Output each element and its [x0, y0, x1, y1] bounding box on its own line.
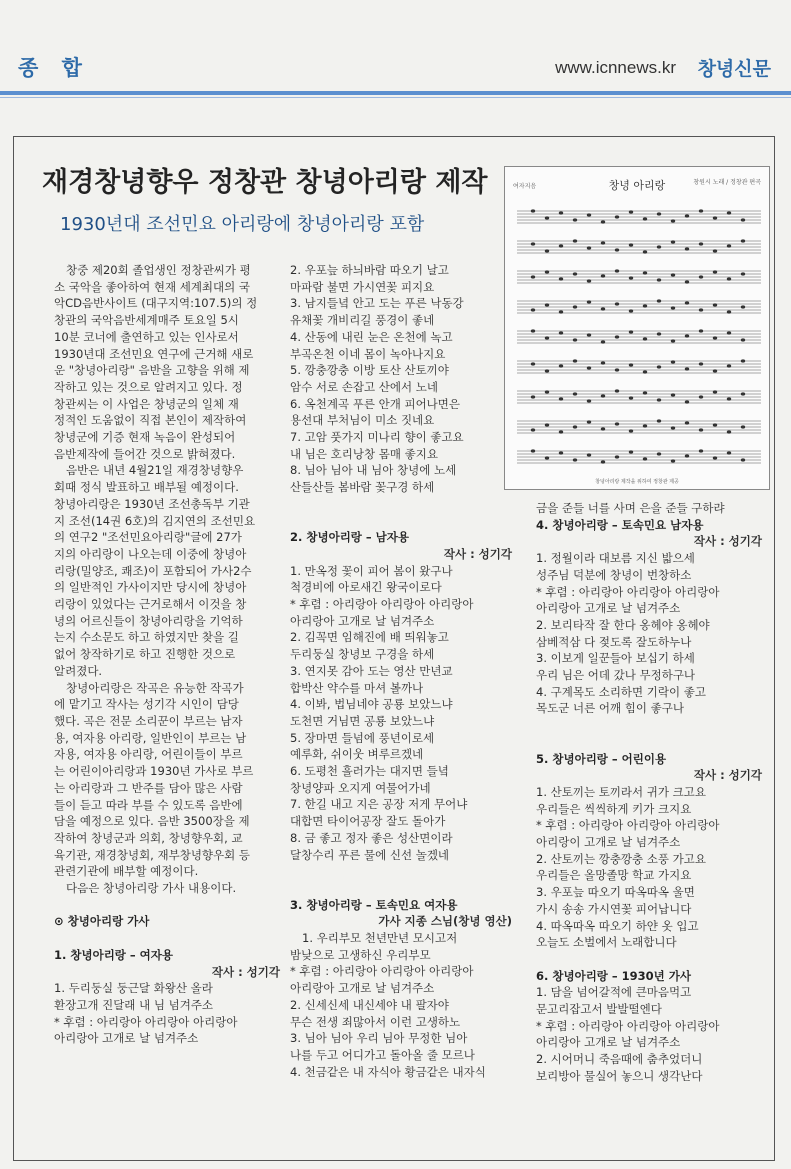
- text-line: 용, 여자용 아리랑, 일반인이 부르는 남: [54, 730, 247, 745]
- text-line: 의 일반적인 가사이지만 당시에 창녕아: [54, 580, 247, 595]
- text-line: 의 연구2 "조선민요아리랑"글에 27가: [54, 530, 242, 545]
- spacer: [536, 951, 762, 968]
- note-head: [629, 309, 633, 312]
- lyricist-credit: 작사 : 성기각: [211, 964, 280, 979]
- note-head: [615, 248, 619, 251]
- headline: 재경창녕향우 정창관 창녕아리랑 제작: [42, 167, 488, 198]
- note-head: [629, 450, 633, 453]
- header-rule: [0, 91, 791, 95]
- text-line: * 후렴 : 아리랑아 아리랑아 아리랑아: [536, 1018, 720, 1033]
- text-line: 달창수리 푸른 물에 신선 놀겠네: [290, 847, 450, 862]
- spacer: [290, 863, 512, 880]
- section-label: 종 합: [18, 56, 90, 80]
- text-line: 4. 산동에 내린 눈은 온천에 녹고: [290, 329, 453, 344]
- text-line: 없어 창작하기로 하고 진행한 것으로: [54, 647, 236, 662]
- text-line: 관련기관에 배부할 예정이다.: [54, 864, 199, 879]
- text-line: 지의 아리랑이 나오는데 이중에 창녕아: [54, 546, 247, 561]
- spacer: [290, 880, 512, 897]
- note-head: [671, 240, 675, 243]
- note-head: [559, 277, 563, 280]
- note-head: [587, 453, 591, 456]
- music-staves: [505, 167, 771, 491]
- note-head: [531, 275, 535, 278]
- text-line: 창관의 국악음반세계매주 토요일 5시: [54, 313, 239, 328]
- text-line: 나를 두고 어디가고 돌아올 줄 모르나: [290, 1047, 475, 1062]
- note-head: [699, 308, 703, 311]
- note-head: [685, 454, 689, 457]
- note-head: [559, 364, 563, 367]
- text-line: * 후렴 : 아리랑아 아리랑아 아리랑아: [54, 1014, 238, 1029]
- note-head: [657, 299, 661, 302]
- note-head: [685, 400, 689, 403]
- text-line: 담을 예정으로 있다. 음반 3500장을 제: [54, 814, 250, 829]
- note-head: [615, 389, 619, 392]
- spacer: [54, 897, 280, 914]
- note-head: [531, 428, 535, 431]
- note-head: [531, 209, 535, 212]
- note-head: [629, 363, 633, 366]
- note-head: [615, 455, 619, 458]
- note-head: [643, 457, 647, 460]
- note-head: [657, 419, 661, 422]
- note-head: [699, 449, 703, 452]
- text-line: 2. 신세신세 내신세야 내 팔자야: [290, 997, 449, 1012]
- sheet-music-left-label: 여자지음: [513, 183, 537, 190]
- note-head: [727, 430, 731, 433]
- text-line: 음반제작에 들어간 것으로 밝혀졌다.: [54, 446, 236, 461]
- note-head: [727, 277, 731, 280]
- lyrics-heading: 2. 창녕아리랑 – 남자용: [290, 530, 410, 545]
- text-line: 목도군 너른 어깨 힘이 좋구나: [536, 701, 684, 716]
- note-head: [699, 275, 703, 278]
- text-line: 들이 듣고 따라 부를 수 있도록 음반에: [54, 797, 243, 812]
- text-line: 2. 시어머니 죽음때에 춤추었더니: [536, 1052, 703, 1067]
- note-head: [699, 329, 703, 332]
- spacer: [290, 513, 512, 530]
- text-line: 유채꽃 개비리길 풍경이 좋네: [290, 313, 435, 328]
- text-line: 환장고개 진달래 내 님 넘겨주소: [54, 997, 214, 1012]
- note-head: [601, 340, 605, 343]
- text-line: 4. 이봐, 법님네야 공룡 보았느냐: [290, 697, 453, 712]
- text-line: 내 님은 호리낭창 몸매 좋지요: [290, 446, 438, 461]
- note-head: [671, 426, 675, 429]
- text-line: 는 어린이아리랑과 1930년 가사로 부르: [54, 764, 254, 779]
- text-line: 8. 금 좋고 정자 좋은 성산면이라: [290, 830, 453, 845]
- note-head: [741, 272, 745, 275]
- text-line: 회때 정식 발표하고 배부될 예정이다.: [54, 480, 239, 495]
- note-head: [587, 366, 591, 369]
- text-line: 6. 옥천계곡 푸른 안개 피어나면은: [290, 396, 461, 411]
- spacer: [54, 930, 280, 947]
- text-line: 10분 코너에 출연하고 있는 인사로서: [54, 329, 239, 344]
- note-head: [657, 365, 661, 368]
- text-line: 1. 만옥정 꽃이 피어 봄이 왔구나: [290, 563, 453, 578]
- text-line: 6. 도평천 흘러가는 대지면 들녘: [290, 764, 449, 779]
- text-line: 아리랑아 고개로 날 넘겨주소: [290, 981, 435, 996]
- text-line: 창녕아리랑은 작곡은 유능한 작곡가: [66, 680, 244, 695]
- lyrics-heading: 1. 창녕아리랑 – 여자용: [54, 947, 174, 962]
- text-line: 용선대 부처님이 미소 짓네요: [290, 413, 435, 428]
- note-head: [629, 243, 633, 246]
- note-head: [615, 269, 619, 272]
- note-head: [559, 244, 563, 247]
- note-head: [545, 249, 549, 252]
- lyrics-heading: 3. 창녕아리랑 – 토속민요 여자용: [290, 897, 458, 912]
- note-head: [587, 300, 591, 303]
- text-line: 소 국악을 좋아하여 현재 세계최대의 국: [54, 279, 251, 294]
- text-line: 보리방아 물실어 놓으니 생각난다: [536, 1068, 703, 1083]
- note-head: [559, 397, 563, 400]
- note-head: [713, 270, 717, 273]
- note-head: [685, 214, 689, 217]
- subheadline: 1930년대 조선민요 아리랑에 창녕아리랑 포함: [60, 214, 425, 235]
- note-head: [573, 218, 577, 221]
- note-head: [573, 338, 577, 341]
- lyricist-credit: 작사 : 성기각: [443, 546, 512, 561]
- text-line: 성주님 덕분에 창녕이 번창하소: [536, 567, 692, 582]
- text-line: 우리들은 씩씩하게 키가 크지요: [536, 801, 692, 816]
- text-line: 대합면 타이어공장 잘도 돌아가: [290, 814, 446, 829]
- sheet-music-title: 창녕 아리랑: [608, 179, 666, 192]
- text-line: 문고리잡고서 발발떨엔다: [536, 1002, 662, 1017]
- note-head: [741, 305, 745, 308]
- text-line: 합박산 약수를 마셔 볼까나: [290, 680, 424, 695]
- note-head: [685, 280, 689, 283]
- note-head: [657, 245, 661, 248]
- note-head: [671, 459, 675, 462]
- text-line: 아리랑아 고개로 날 넘겨주소: [54, 1031, 199, 1046]
- note-head: [601, 220, 605, 223]
- text-line: 7. 한길 내고 지은 공장 저게 무어냐: [290, 797, 468, 812]
- header-rule-thin: [0, 97, 791, 98]
- note-head: [573, 458, 577, 461]
- note-head: [727, 451, 731, 454]
- note-head: [643, 391, 647, 394]
- text-line: 오늘도 소벌에서 노래합니다: [536, 935, 677, 950]
- text-line: 2. 우포늪 하늬바람 따오기 날고: [290, 263, 449, 277]
- page-header: [0, 48, 791, 88]
- text-line: 4. 따옥따옥 따오기 하얀 옷 입고: [536, 918, 699, 933]
- text-line: 1. 정월이라 대보름 지신 밟으세: [536, 551, 695, 566]
- text-line: 8. 님아 님아 내 님아 창녕에 노세: [290, 463, 457, 478]
- note-head: [573, 239, 577, 242]
- article-column-3: [536, 500, 762, 1085]
- note-head: [629, 429, 633, 432]
- note-head: [685, 301, 689, 304]
- text-line: 다음은 창녕아리랑 가사 내용이다.: [66, 881, 237, 896]
- text-line: 마파람 불면 가시연꽃 피지요: [290, 279, 435, 294]
- note-head: [531, 362, 535, 365]
- text-line: 정적인 도움없이 직접 본인이 제작하여: [54, 413, 247, 428]
- note-head: [741, 338, 745, 341]
- text-line: 밤낮으로 고생하신 우리부모: [290, 947, 431, 962]
- lyrics-heading: ⊙ 창녕아리랑 가사: [54, 914, 150, 929]
- note-head: [587, 333, 591, 336]
- note-head: [741, 239, 745, 242]
- note-head: [573, 359, 577, 362]
- note-head: [531, 395, 535, 398]
- note-head: [643, 337, 647, 340]
- note-head: [671, 393, 675, 396]
- note-head: [629, 330, 633, 333]
- text-line: 1930년대 조선민요 연구에 근거해 새로: [54, 346, 254, 361]
- text-line: 작하고 있는 것으로 알려지고 있다. 정: [54, 379, 243, 394]
- note-head: [727, 364, 731, 367]
- note-head: [601, 307, 605, 310]
- note-head: [545, 270, 549, 273]
- text-line: 3. 우포늪 따오기 따옥따옥 울면: [536, 885, 695, 900]
- sheet-music-caption: 창녕아리랑 제작을 위하여 정창관 제공: [595, 479, 679, 485]
- note-head: [587, 246, 591, 249]
- note-head: [671, 360, 675, 363]
- text-line: 지 조선(14권 6호)의 김지연의 조선민요: [54, 513, 256, 528]
- note-head: [615, 215, 619, 218]
- text-line: 창녕양파 오지게 여물어가네: [290, 780, 431, 795]
- note-head: [671, 219, 675, 222]
- text-line: 아리랑이 고개로 날 넘겨주소: [536, 835, 681, 850]
- lyricist-credit: 가사 지종 스님(창녕 영산): [378, 914, 512, 929]
- note-head: [713, 423, 717, 426]
- note-head: [713, 390, 717, 393]
- text-line: 아리랑아 고개로 날 넘겨주소: [536, 1035, 681, 1050]
- note-head: [559, 430, 563, 433]
- text-line: 아리랑아 고개로 날 넘겨주소: [536, 601, 681, 616]
- text-line: * 후렴 : 아리랑아 아리랑아 아리랑아: [290, 597, 474, 612]
- text-line: 는 아리랑과 그 반주를 담아 많은 사람: [54, 780, 243, 795]
- note-head: [643, 217, 647, 220]
- text-line: 창관씨는 이 사업은 창녕군의 일체 재: [54, 396, 239, 411]
- note-head: [615, 335, 619, 338]
- note-head: [601, 361, 605, 364]
- note-head: [573, 425, 577, 428]
- note-head: [699, 395, 703, 398]
- lyricist-credit: 작사 : 성기각: [693, 768, 762, 783]
- note-head: [601, 460, 605, 463]
- text-line: 알려졌다.: [54, 663, 103, 678]
- text-line: 운 "창녕아리랑" 음반을 고향을 위해 제: [54, 363, 250, 378]
- text-line: 창녕군에 기증 현재 녹음이 완성되어: [54, 430, 236, 445]
- note-head: [699, 209, 703, 212]
- text-line: 악CD음반사이트 (대구지역:107.5)의 정: [54, 296, 258, 311]
- text-line: 부곡온천 이네 몸이 녹아나지요: [290, 346, 446, 361]
- text-line: 도천면 거님면 공룡 보았느냐: [290, 713, 435, 728]
- note-head: [643, 250, 647, 253]
- note-head: [545, 336, 549, 339]
- note-head: [727, 397, 731, 400]
- note-head: [545, 423, 549, 426]
- text-line: 삼베적삼 다 젖도록 잘도하누나: [536, 634, 692, 649]
- sheet-music-image: [504, 166, 770, 490]
- note-head: [545, 369, 549, 372]
- text-line: 3. 연지못 감아 도는 영산 만년교: [290, 663, 453, 678]
- text-line: 4. 구계목도 소리하면 기락이 좋고: [536, 684, 707, 699]
- spacer: [536, 734, 762, 751]
- lyricist-credit: 작사 : 성기각: [693, 534, 762, 549]
- text-line: 리랑(밀양조, 쾌조)이 포함되어 가사2수: [54, 563, 252, 578]
- note-head: [671, 273, 675, 276]
- note-head: [559, 331, 563, 334]
- text-line: 육기관, 재경창녕회, 재부창녕향우회 등: [54, 847, 251, 862]
- text-line: 1. 산토끼는 토끼라서 귀가 크고요: [536, 784, 707, 799]
- note-head: [657, 212, 661, 215]
- note-head: [713, 456, 717, 459]
- note-head: [545, 216, 549, 219]
- article-column-2: [290, 262, 512, 1080]
- text-line: 작하여 창녕군과 의회, 창녕향우회, 교: [54, 830, 243, 845]
- text-line: * 후렴 : 아리랑아 아리랑아 아리랑아: [536, 818, 720, 833]
- note-head: [685, 367, 689, 370]
- note-head: [727, 331, 731, 334]
- note-head: [741, 359, 745, 362]
- note-head: [741, 218, 745, 221]
- text-line: 7. 고암 풋가지 미나리 향이 좋고요: [290, 430, 464, 445]
- text-line: 금을 준들 너를 사며 은을 준들 구하랴: [536, 501, 725, 515]
- text-line: 우리 님은 어데 갔나 무정하구나: [536, 668, 696, 683]
- lyrics-heading: 4. 창녕아리랑 – 토속민요 남자용: [536, 517, 704, 532]
- spacer: [290, 496, 512, 513]
- note-head: [699, 242, 703, 245]
- note-head: [601, 427, 605, 430]
- text-line: * 후렴 : 아리랑아 아리랑아 아리랑아: [290, 964, 474, 979]
- note-head: [629, 210, 633, 213]
- note-head: [559, 451, 563, 454]
- note-head: [741, 392, 745, 395]
- text-line: 녕의 어르신들이 창녕아리랑을 기억하: [54, 613, 243, 628]
- note-head: [601, 241, 605, 244]
- text-line: 음반은 내년 4월21일 재경창녕향우: [66, 463, 244, 478]
- note-head: [643, 271, 647, 274]
- note-head: [601, 394, 605, 397]
- text-line: 2. 보리타작 잘 한다 옹헤야 옹헤야: [536, 617, 710, 632]
- text-line: 창중 제20회 졸업생인 정창관씨가 평: [66, 263, 251, 277]
- text-line: 는지 수소문도 하고 하였지만 찾을 길: [54, 630, 239, 645]
- sheet-music-right-label: 창원시 노래 / 정창관 편곡: [693, 179, 761, 186]
- text-line: 2. 김꼭면 임해진에 배 띄워놓고: [290, 630, 449, 645]
- note-head: [671, 339, 675, 342]
- text-line: 5. 깡충깡충 이방 토산 산토끼야: [290, 363, 449, 378]
- note-head: [713, 249, 717, 252]
- note-head: [559, 211, 563, 214]
- text-line: 3. 남지들녘 안고 도는 푸른 낙동강: [290, 296, 464, 311]
- note-head: [685, 247, 689, 250]
- text-line: 1. 담을 넘어갈적에 큰마음먹고: [536, 985, 692, 1000]
- text-line: 에 맡기고 작사는 성기각 시인이 담당: [54, 697, 239, 712]
- note-head: [531, 329, 535, 332]
- note-head: [741, 458, 745, 461]
- text-line: 예루화, 쉬이웃 벼루르겠네: [290, 747, 424, 762]
- text-line: 우리들은 올망졸망 학교 가지요: [536, 868, 692, 883]
- note-head: [685, 421, 689, 424]
- note-head: [629, 276, 633, 279]
- note-head: [643, 424, 647, 427]
- note-head: [713, 336, 717, 339]
- note-head: [727, 211, 731, 214]
- note-head: [699, 362, 703, 365]
- text-line: 산들산들 봄바람 꽃구경 하세: [290, 480, 435, 495]
- text-line: 1. 두리둥실 둥근달 화왕산 올라: [54, 981, 213, 996]
- note-head: [545, 456, 549, 459]
- note-head: [685, 334, 689, 337]
- text-line: 창녕아리랑은 1930년 조선총독부 기관: [54, 496, 250, 511]
- note-head: [587, 399, 591, 402]
- text-line: 2. 산토끼는 깡충깡충 소풍 가고요: [536, 851, 707, 866]
- text-line: 3. 이보게 일꾼들아 보십기 하세: [536, 651, 695, 666]
- note-head: [531, 308, 535, 311]
- spacer: [536, 717, 762, 734]
- text-line: 가시 송송 가시연꽃 피어납니다: [536, 901, 692, 916]
- text-line: 4. 천금같은 내 자식아 황금같은 내자식: [290, 1064, 486, 1079]
- note-head: [713, 303, 717, 306]
- text-line: 자용, 여자용 아리랑, 어린이들이 부르: [54, 747, 243, 762]
- note-head: [573, 392, 577, 395]
- note-head: [587, 420, 591, 423]
- note-head: [657, 278, 661, 281]
- note-head: [671, 306, 675, 309]
- note-head: [657, 452, 661, 455]
- text-line: 암수 서로 손잡고 산에서 노네: [290, 379, 438, 394]
- note-head: [601, 274, 605, 277]
- note-head: [699, 428, 703, 431]
- note-head: [657, 398, 661, 401]
- note-head: [545, 303, 549, 306]
- article-column-1: [54, 262, 280, 1047]
- lyrics-heading: 6. 창녕아리랑 – 1930년 가사: [536, 968, 692, 983]
- text-line: 척경비에 아로새긴 왕국이로다: [290, 580, 442, 595]
- note-head: [615, 422, 619, 425]
- note-head: [531, 242, 535, 245]
- note-head: [629, 396, 633, 399]
- note-head: [657, 332, 661, 335]
- text-line: 3. 님아 님아 우리 님아 무정한 님아: [290, 1031, 468, 1046]
- note-head: [615, 302, 619, 305]
- lyrics-heading: 5. 창녕아리랑 – 어린이용: [536, 751, 667, 766]
- note-head: [573, 305, 577, 308]
- note-head: [741, 425, 745, 428]
- text-line: 아리랑아 고개로 날 넘겨주소: [290, 613, 435, 628]
- note-head: [713, 216, 717, 219]
- note-head: [643, 370, 647, 373]
- note-head: [727, 244, 731, 247]
- note-head: [643, 304, 647, 307]
- note-head: [727, 310, 731, 313]
- note-head: [531, 449, 535, 452]
- note-head: [615, 368, 619, 371]
- text-line: * 후렴 : 아리랑아 아리랑아 아리랑아: [536, 584, 720, 599]
- newspaper-name: 창녕신문: [697, 58, 771, 80]
- note-head: [713, 369, 717, 372]
- text-line: 무슨 전생 죄많아서 이런 고생하노: [290, 1014, 461, 1029]
- text-line: 했다. 곡은 전문 소리꾼이 부르는 남자: [54, 713, 243, 728]
- note-head: [587, 279, 591, 282]
- text-line: 5. 장마면 들넘에 풍년이로세: [290, 730, 435, 745]
- text-line: 두리둥실 창녕보 구경을 하세: [290, 647, 435, 662]
- note-head: [573, 272, 577, 275]
- text-line: 리랑이 있었다는 근거로해서 이것을 창: [54, 597, 247, 612]
- text-line: 1. 우리부모 천년만년 모시고저: [302, 931, 458, 946]
- note-head: [559, 310, 563, 313]
- website-url[interactable]: www.icnnews.kr: [555, 58, 676, 77]
- note-head: [587, 213, 591, 216]
- note-head: [545, 390, 549, 393]
